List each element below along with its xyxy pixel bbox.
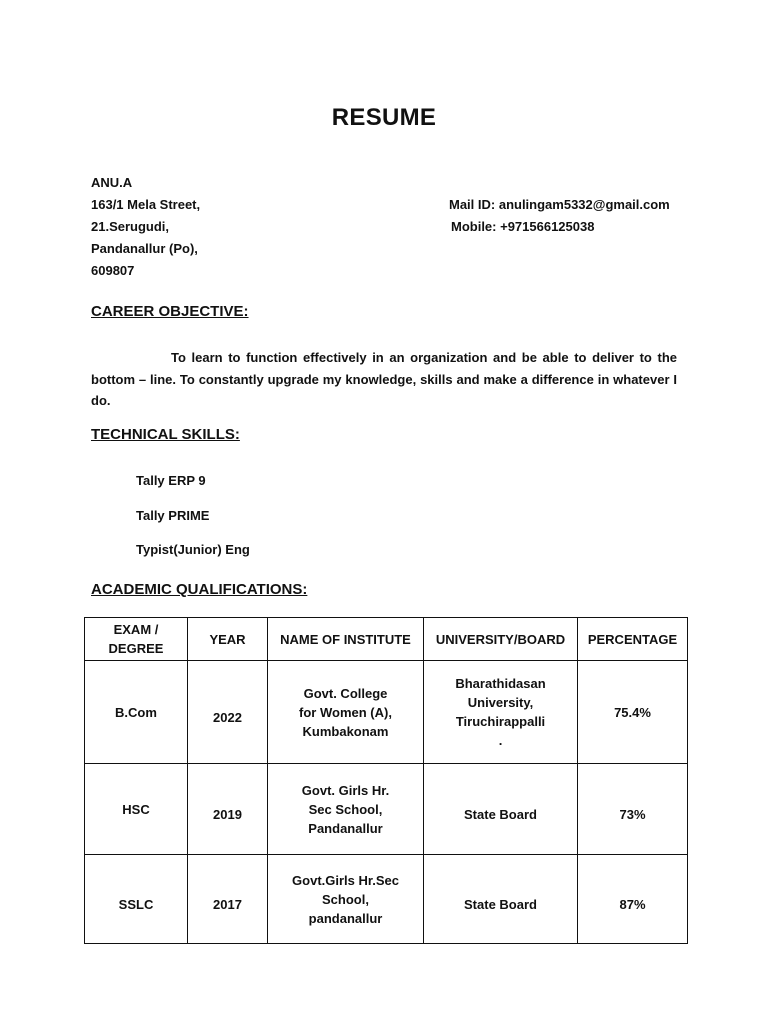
column-header-board: UNIVERSITY/BOARD xyxy=(424,618,578,661)
cell-institute xyxy=(268,764,424,855)
institute-line: Govt. College xyxy=(303,685,388,701)
column-header-percentage: PERCENTAGE xyxy=(578,618,688,661)
cell-exam: HSC xyxy=(85,764,188,855)
mail-id: Mail ID: anulingam5332@gmail.com xyxy=(449,197,670,212)
institute-line: Kumbakonam xyxy=(302,723,389,739)
cell-board xyxy=(424,855,578,944)
column-header-year: YEAR xyxy=(188,618,268,661)
career-objective-body: To learn to function effectively in an organization and be able to deliver to the bottom – line. To constantly upgrade my knowledge, skills and make a difference in whatever I do. xyxy=(91,350,677,408)
mobile-number: Mobile: +971566125038 xyxy=(451,219,595,234)
applicant-name: ANU.A xyxy=(91,175,133,190)
board-line: . xyxy=(498,733,503,748)
cell-year: 2022 xyxy=(188,661,268,764)
board-line: State Board xyxy=(464,806,537,822)
academic-heading: ACADEMIC QUALIFICATIONS: xyxy=(91,581,308,598)
cell-percentage: 87% xyxy=(578,855,688,944)
board-line: Bharathidasan xyxy=(455,676,546,691)
board-line: University, xyxy=(467,695,534,710)
cell-board xyxy=(424,764,578,855)
address-line-3: Pandanallur (Po), xyxy=(91,241,198,256)
cell-institute xyxy=(268,661,424,764)
skill-item: Typist(Junior) Eng xyxy=(136,542,250,557)
address-line-2: 21.Serugudi, xyxy=(91,219,170,234)
board-line: Tiruchirappalli xyxy=(455,714,546,729)
cell-year: 2019 xyxy=(188,764,268,855)
table-row xyxy=(85,661,688,764)
page-title: RESUME xyxy=(331,104,437,131)
cell-institute xyxy=(268,855,424,944)
address-pincode: 609807 xyxy=(91,263,135,278)
career-objective-heading: CAREER OBJECTIVE: xyxy=(91,303,249,320)
table-row xyxy=(85,764,688,855)
institute-line: Sec School, xyxy=(308,801,383,817)
address-line-1: 163/1 Mela Street, xyxy=(91,197,201,212)
institute-line: Govt.Girls Hr.Sec xyxy=(292,872,399,888)
academic-table xyxy=(84,617,688,944)
column-header-institute: NAME OF INSTITUTE xyxy=(268,618,424,661)
institute-line: pandanallur xyxy=(308,910,383,926)
cell-year: 2017 xyxy=(188,855,268,944)
institute-line: Govt. Girls Hr. xyxy=(301,782,390,798)
table-header-row xyxy=(85,618,688,661)
board-line: State Board xyxy=(464,896,537,912)
cell-percentage: 75.4% xyxy=(578,661,688,764)
institute-line: Pandanallur xyxy=(308,820,383,836)
institute-line: for Women (A), xyxy=(299,704,392,720)
skill-item: Tally ERP 9 xyxy=(136,473,206,488)
technical-skills-heading: TECHNICAL SKILLS: xyxy=(91,426,240,443)
cell-exam: B.Com xyxy=(85,661,188,764)
cell-board xyxy=(424,661,578,764)
cell-percentage: 73% xyxy=(578,764,688,855)
column-header-exam: EXAM / DEGREE xyxy=(85,618,188,661)
institute-line: School, xyxy=(322,891,369,907)
career-objective-text xyxy=(91,347,677,412)
skill-item: Tally PRIME xyxy=(136,508,210,523)
table-row xyxy=(85,855,688,944)
cell-exam: SSLC xyxy=(85,855,188,944)
